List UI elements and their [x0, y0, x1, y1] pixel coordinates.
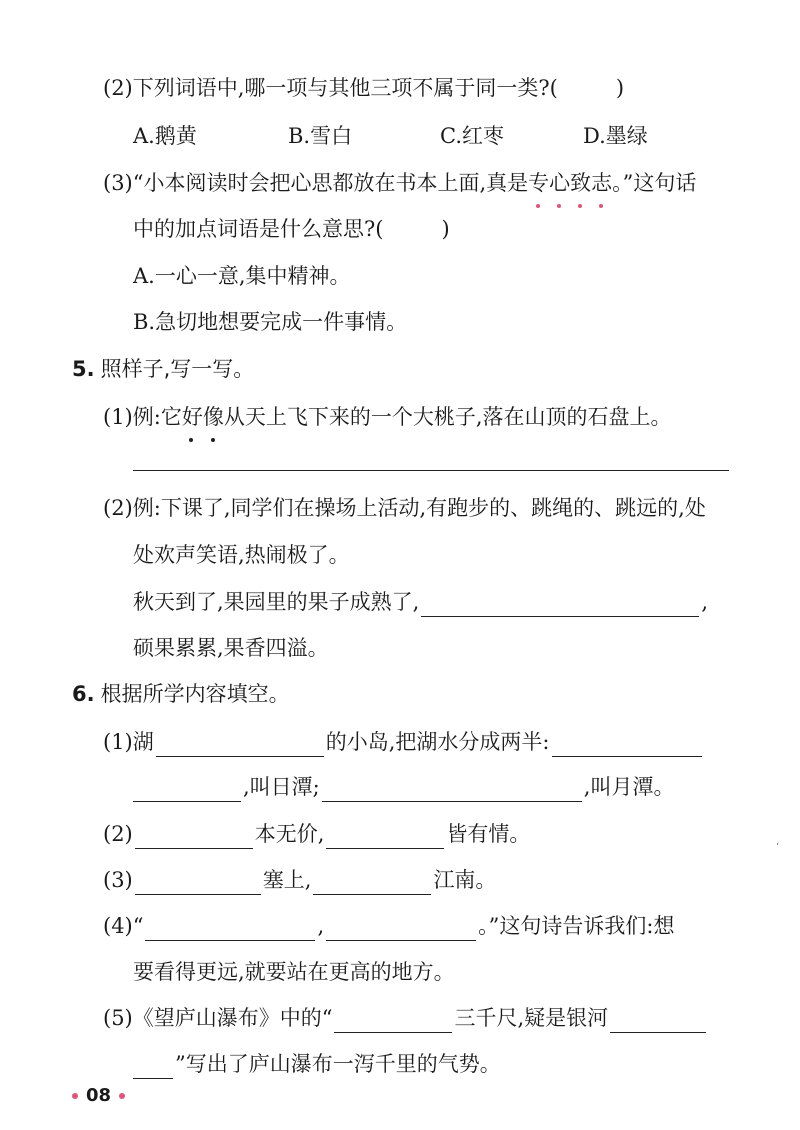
q4-3-close-paren: ) [441, 217, 450, 241]
q6-1-text-c: ,叫日潭; [243, 775, 320, 799]
q6-3-label: (3) [103, 868, 133, 892]
q6-4-text-c: 。”这句诗告诉我们:想 [478, 914, 675, 938]
q6-5-line2 [133, 1049, 501, 1079]
q6-2-label: (2) [103, 822, 133, 846]
q6-number: 6. [72, 682, 95, 706]
q5-2-answer-blank[interactable] [421, 594, 699, 617]
page-number [72, 1085, 125, 1106]
q4-3-dotted-word: 专心致志 [528, 168, 612, 198]
q6-5-text-a: (5)《望庐山瀑布》中的“ [103, 1006, 333, 1030]
q5-2-example-line1: (2)例:下课了,同学们在操场上活动,有跑步的、跳绳的、跳远的,处 [103, 496, 706, 520]
q5-1-answer-line[interactable] [133, 470, 729, 471]
q4-2-stem [103, 73, 624, 103]
q4-3-stem-line1 [103, 168, 696, 198]
page-number-text: 08 [86, 1085, 112, 1106]
q6-1-text-b: 的小岛,把湖水分成两半: [325, 730, 550, 754]
q4-3-option-a[interactable]: A.一心一意,集中精神。 [133, 264, 351, 288]
q4-2-option-d[interactable]: D.墨绿 [583, 124, 648, 148]
q6-4-label: (4)“ [103, 914, 144, 938]
q6-4-line1 [103, 911, 674, 941]
q6-3-blank-2[interactable] [313, 872, 431, 895]
q5-2-task-line [133, 587, 708, 617]
q4-3-text-a: (3)“小本阅读时会把心思都放在书本上面,真是 [103, 171, 529, 195]
q6-2-blank-1[interactable] [135, 826, 253, 849]
q5-2-comma: , [701, 590, 709, 614]
q5-2-task-text: 秋天到了,果园里的果子成熟了, [133, 590, 420, 614]
q6-1-text-a: (1)湖 [103, 730, 154, 754]
q6-1-text-d: ,叫月潭。 [583, 775, 675, 799]
q6-5-blank-2[interactable] [610, 1010, 706, 1033]
q5-1-text-a: (1)例:它好 [103, 405, 203, 429]
q4-3-option-b[interactable]: B.急切地想要完成一件事情。 [133, 310, 408, 334]
q6-title: 根据所学内容填空。 [100, 682, 290, 706]
q5-number: 5. [72, 357, 95, 381]
q6-5-text-b: 三千尺,疑是银河 [454, 1006, 609, 1030]
q6-1-line2 [133, 772, 674, 802]
q4-2-option-a[interactable]: A.鹅黄 [133, 124, 197, 148]
q6-5-text-c: ”写出了庐山瀑布一泻千里的气势。 [175, 1052, 501, 1076]
q4-2-text: (2)下列词语中,哪一项与其他三项不属于同一类?( [103, 76, 558, 100]
q6-2-blank-2[interactable] [326, 826, 444, 849]
q4-3-question: 中的加点词语是什么意思?( [133, 217, 384, 241]
q6-3-line [103, 865, 496, 895]
q5-1-dotted-word: 像 [203, 402, 224, 432]
q5-title: 照样子,写一写。 [100, 357, 255, 381]
q6-3-blank-1[interactable] [135, 872, 261, 895]
q6-3-text-b: 塞上, [262, 868, 312, 892]
q6-heading [72, 679, 290, 709]
q6-3-text-c: 江南。 [433, 868, 497, 892]
q5-1-text-b: 从天上飞下来的一个大桃子,落在山顶的石盘上。 [223, 405, 672, 429]
q6-5-blank-1[interactable] [334, 1010, 452, 1033]
page-dot-left [72, 1093, 78, 1099]
q6-1-blank-1[interactable] [156, 734, 324, 757]
q6-5-blank-3[interactable] [133, 1056, 173, 1079]
q6-4-line2: 要看得更远,就要站在更高的地方。 [133, 960, 455, 984]
margin-mark: ‘ [776, 842, 780, 853]
q6-2-line [103, 819, 530, 849]
q5-2-task-line2: 硕果累累,果香四溢。 [133, 636, 329, 660]
q5-heading [72, 354, 254, 384]
q4-2-close-paren: ) [615, 76, 625, 100]
q6-1-line1 [103, 727, 704, 757]
q4-2-option-c[interactable]: C.红枣 [440, 124, 504, 148]
q6-4-blank-1[interactable] [145, 918, 315, 941]
q6-1-blank-4[interactable] [322, 779, 582, 802]
q4-3-stem-line2 [133, 214, 450, 244]
q4-2-option-b[interactable]: B.雪白 [288, 124, 353, 148]
page-dot-right [119, 1093, 125, 1099]
q6-2-text-c: 皆有情。 [446, 822, 531, 846]
q6-1-blank-3[interactable] [133, 779, 241, 802]
q4-3-text-b: 。”这句话 [612, 171, 697, 195]
q6-2-text-b: 本无价, [254, 822, 325, 846]
q5-1-example [103, 402, 672, 432]
q5-2-example-line2: 处欢声笑语,热闹极了。 [133, 543, 350, 567]
q6-1-blank-2[interactable] [552, 734, 702, 757]
q6-5-line1 [103, 1003, 708, 1033]
q6-4-blank-2[interactable] [326, 918, 476, 941]
q6-4-comma: , [317, 914, 325, 938]
